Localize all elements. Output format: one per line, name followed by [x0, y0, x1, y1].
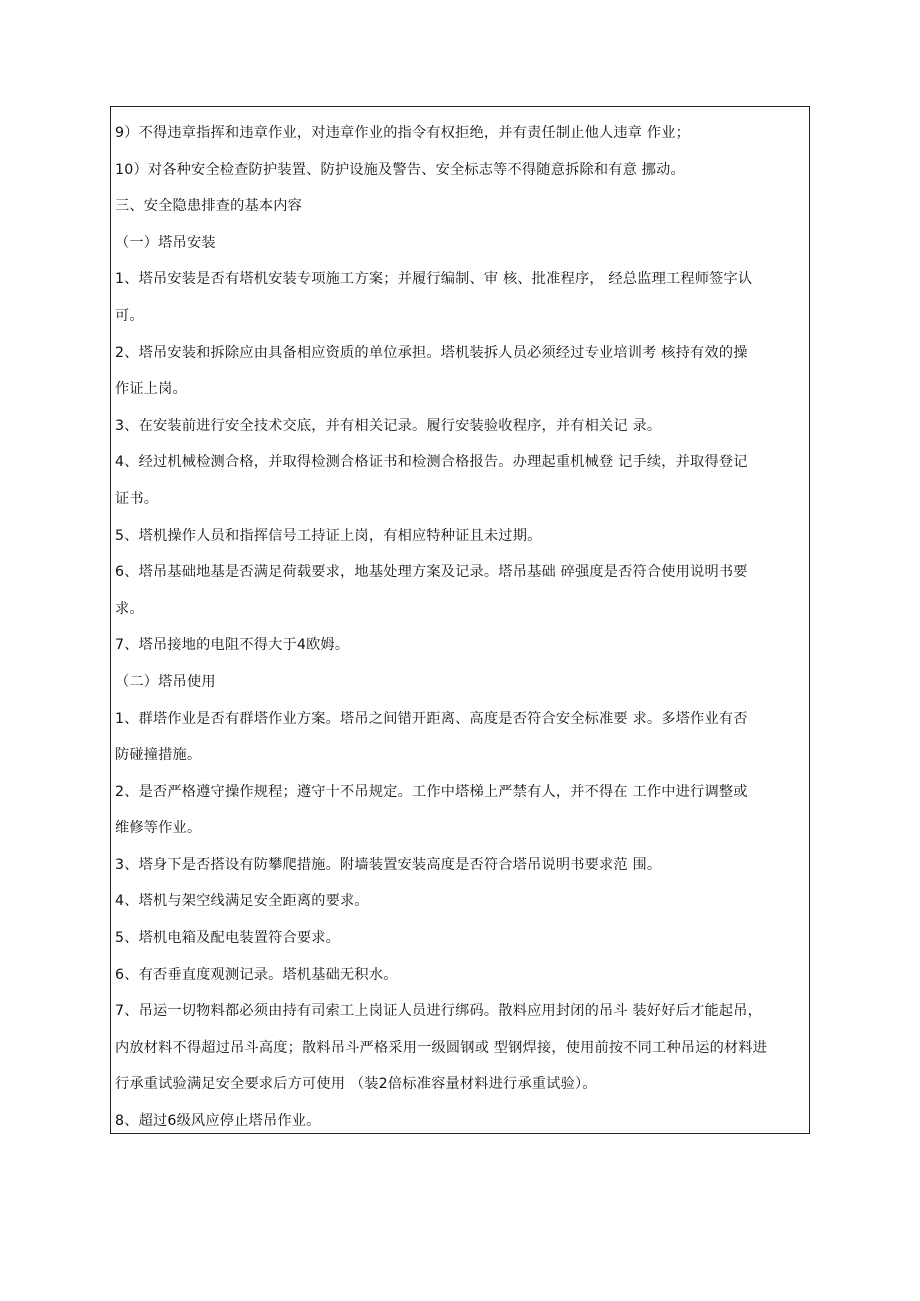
use-item-2-line-1: 2、是否严格遵守操作规程；遵守十不吊规定。工作中塔梯上严禁有人，并不得在 工作中进行调整或 — [115, 783, 748, 800]
install-item-5: 5、塔机操作人员和指挥信号工持证上岗，有相应特种证且未过期。 — [115, 527, 542, 544]
use-item-7-line-3: 行承重试验满足安全要求后方可使用 （装2倍标准容量材料进行承重试验）。 — [115, 1076, 597, 1093]
use-item-2-line-2: 维修等作业。 — [115, 820, 202, 837]
subsection-heading-use: （二）塔吊使用 — [115, 673, 216, 690]
document-body — [115, 115, 803, 1140]
use-item-1-line-2: 防碰撞措施。 — [115, 747, 202, 764]
rule-9-line: 9）不得违章指挥和违章作业，对违章作业的指令有权拒绝，并有责任制止他人违章 作业； — [115, 125, 691, 141]
install-item-3: 3、在安装前进行安全技术交底，并有相关记录。履行安装验收程序，并有相关记 录。 — [115, 417, 662, 434]
document-table-frame — [110, 106, 810, 1134]
section-heading: 三、安全隐患排查的基本内容 — [115, 198, 303, 215]
use-item-8: 8、超过6级风应停止塔吊作业。 — [115, 1113, 321, 1130]
install-item-2-line-1: 2、塔吊安装和拆除应由具备相应资质的单位承担。塔机装拆人员必须经过专业培训考 核持有效的操 — [115, 344, 748, 361]
use-item-7-line-2: 内放材料不得超过吊斗高度；散料吊斗严格采用一级圆钢或 型钢焊接，使用前按不同工种吊运的材料进 — [115, 1039, 768, 1056]
install-item-6-line-1: 6、塔吊基础地基是否满足荷载要求，地基处理方案及记录。塔吊基础 碎强度是否符合使用说明书要 — [115, 564, 748, 581]
use-item-6: 6、有否垂直度观测记录。塔机基础无积水。 — [115, 966, 398, 983]
install-item-2-line-2: 作证上岗。 — [115, 381, 187, 398]
install-item-1-line-1: 1、塔吊安装是否有塔机安装专项施工方案；并履行编制、审 核、批准程序， 经总监理工程师签字认 — [115, 271, 753, 288]
use-item-4: 4、塔机与架空线满足安全距离的要求。 — [115, 893, 369, 910]
install-item-4-line-1: 4、经过机械检测合格，并取得检测合格证书和检测合格报告。办理起重机械登 记手续，并取得登记 — [115, 454, 748, 471]
use-item-3: 3、塔身下是否搭设有防攀爬措施。附墙装置安装高度是否符合塔吊说明书要求范 围。 — [115, 856, 662, 873]
rule-10-line: 10）对各种安全检查防护装置、防护设施及警告、安全标志等不得随意拆除和有意 挪动。 — [115, 161, 685, 178]
install-item-7: 7、塔吊接地的电阻不得大于4欧姆。 — [115, 637, 350, 654]
use-item-5: 5、塔机电箱及配电装置符合要求。 — [115, 930, 341, 947]
install-item-4-line-2: 证书。 — [115, 490, 159, 507]
install-item-6-line-2: 求。 — [115, 600, 144, 617]
subsection-heading-install: （一）塔吊安装 — [115, 234, 216, 251]
use-item-1-line-1: 1、群塔作业是否有群塔作业方案。塔吊之间错开距离、高度是否符合安全标准要 求。多塔作业有否 — [115, 710, 748, 727]
install-item-1-line-2: 可。 — [115, 307, 144, 324]
use-item-7-line-1: 7、吊运一切物料都必须由持有司索工上岗证人员进行绑码。散料应用封闭的吊斗 装好好后才能起吊， — [115, 1003, 762, 1020]
